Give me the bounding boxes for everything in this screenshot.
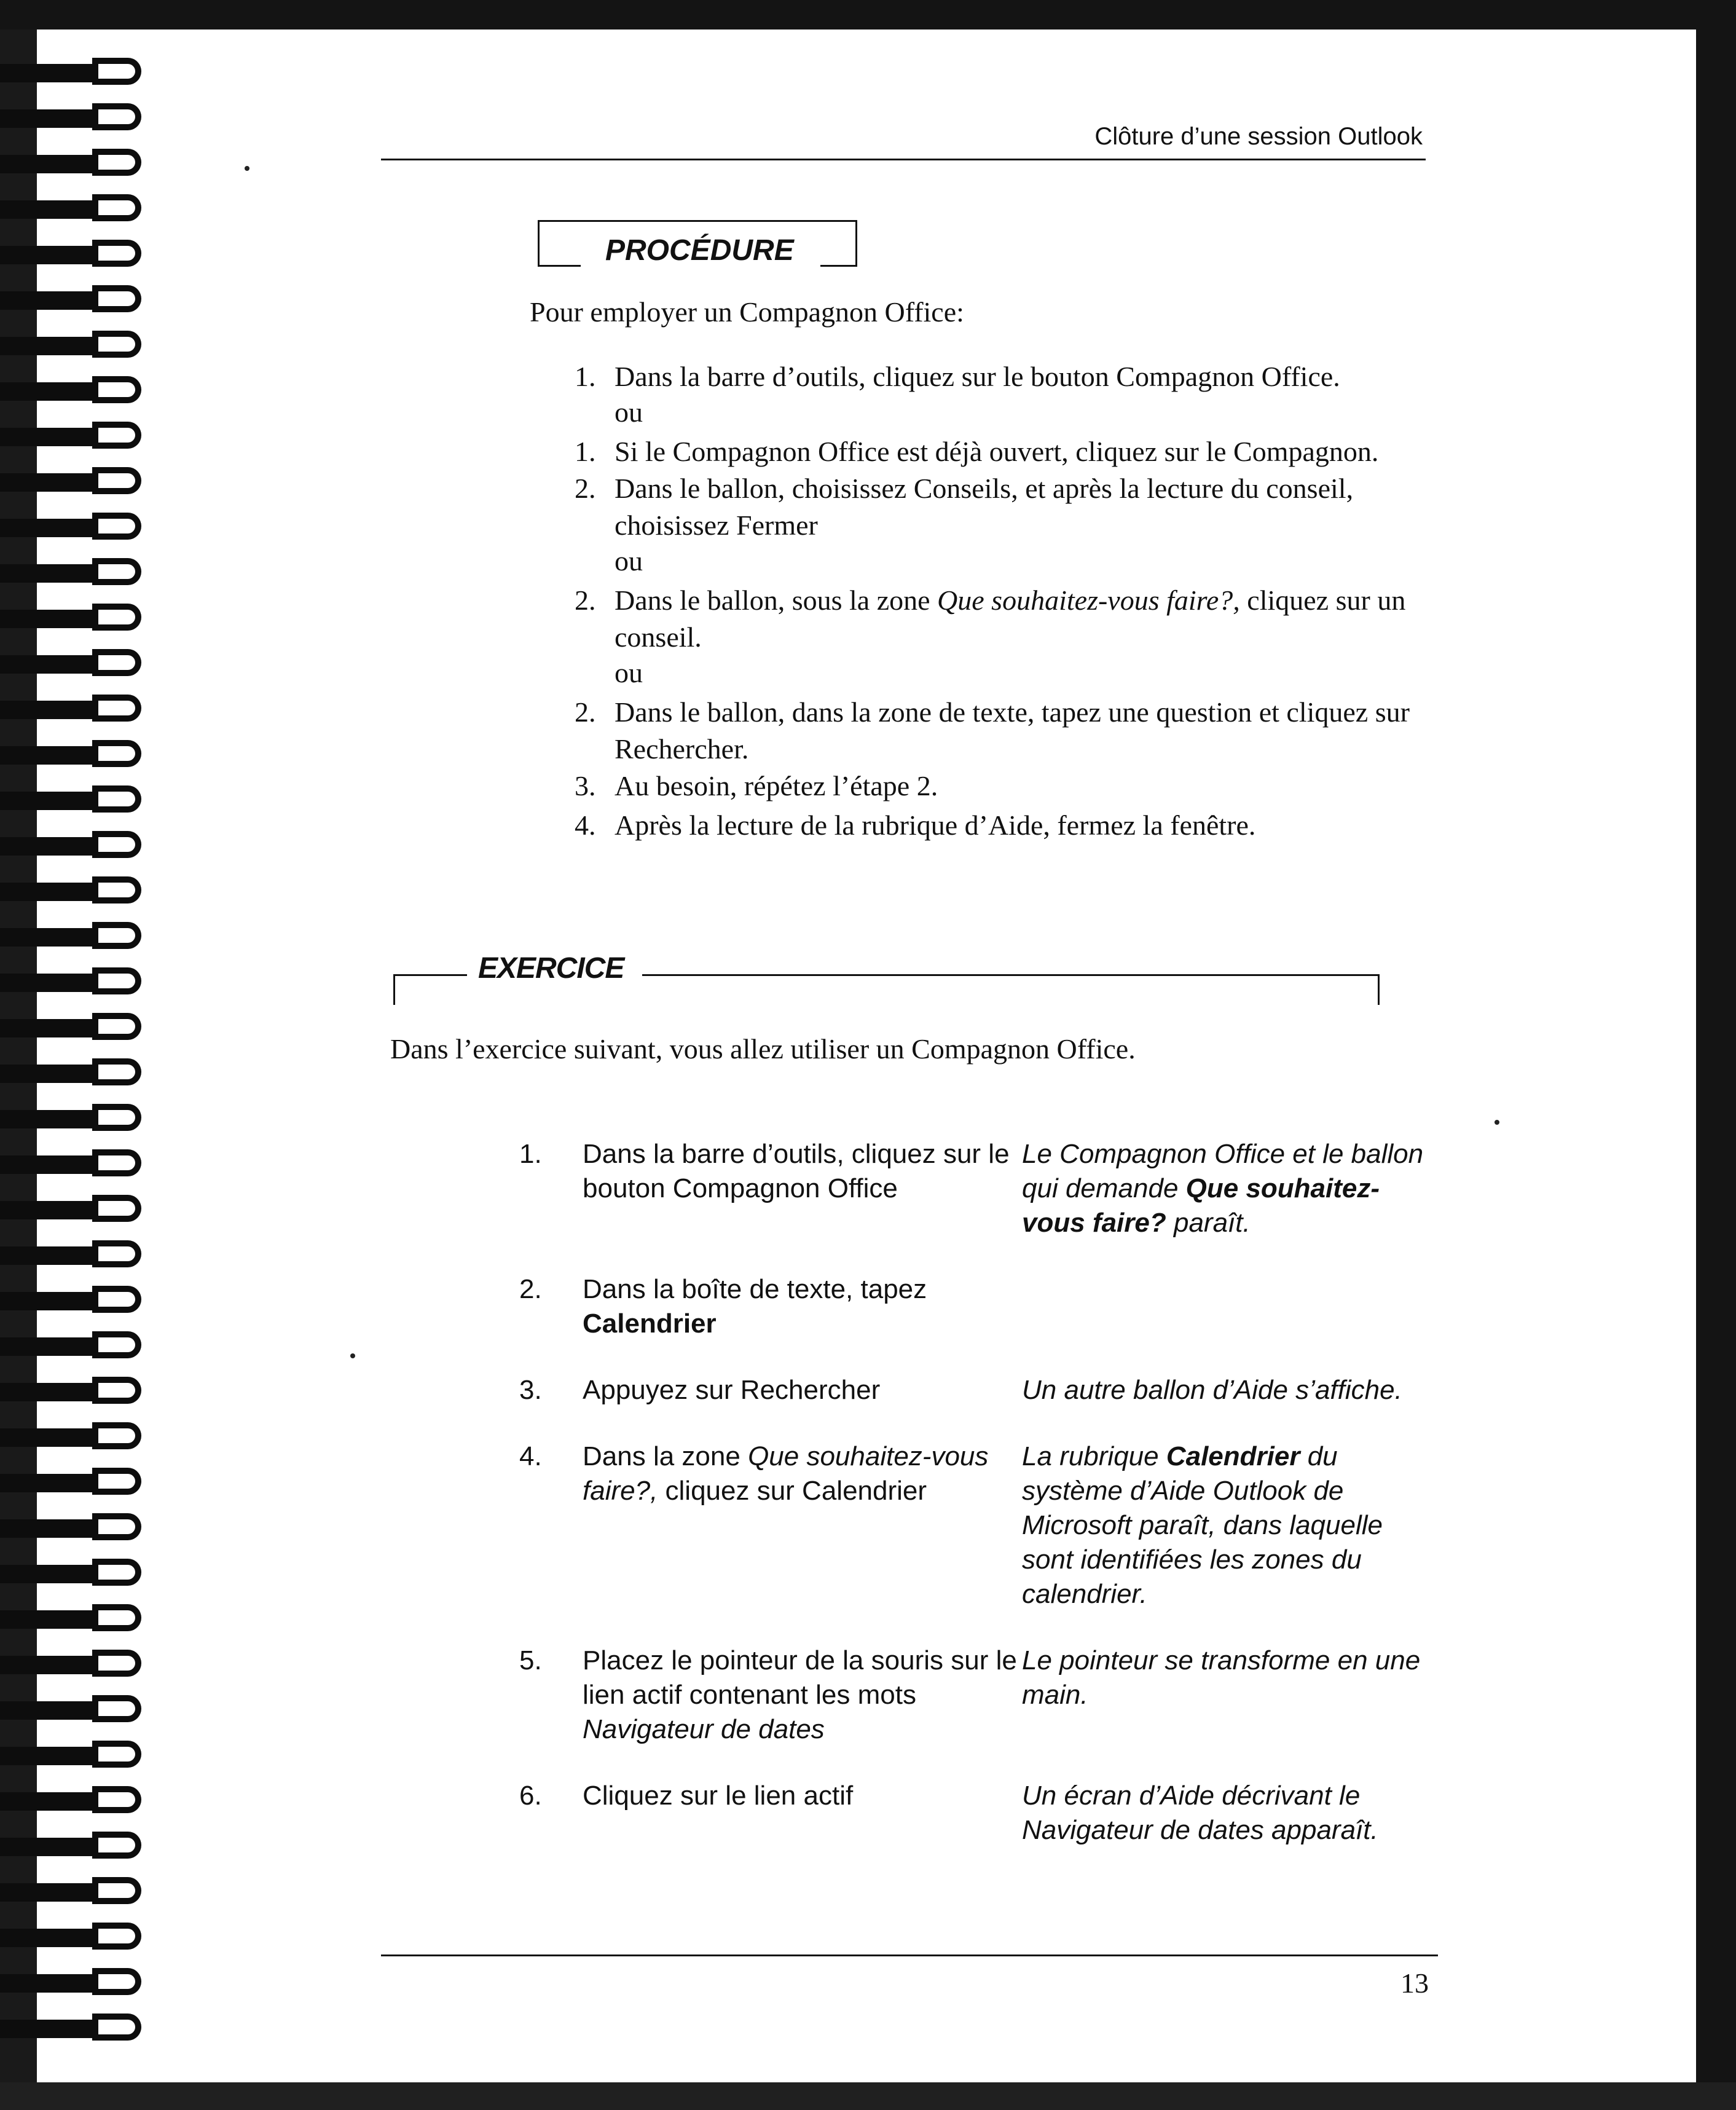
binding-coil	[0, 1010, 154, 1047]
procedure-step: 4. Après la lecture de la rubrique d’Aide, fermez la fenêtre.	[575, 809, 1256, 841]
procedure-steps	[575, 358, 1466, 844]
exercise-row: 5. Placez le pointeur de la souris sur le lien actif contenant les mots Navigateur de dates Le pointeur se transforme en une main.	[519, 1645, 1421, 1744]
binding-coil	[0, 1966, 154, 2002]
procedure-heading: PROCÉDURE	[605, 234, 794, 267]
binding-coil	[0, 965, 154, 1002]
exercise-rule-right	[642, 974, 1380, 976]
binding-coil	[0, 1920, 154, 1957]
spiral-binding	[0, 55, 160, 2053]
binding-coil	[0, 1056, 154, 1093]
procedure-intro: Pour employer un Compagnon Office:	[530, 296, 964, 328]
scan-border-right	[1696, 0, 1736, 2110]
scan-border-top	[0, 0, 1736, 30]
exercise-row: 1. Dans la barre d’outils, cliquez sur le bouton Compagnon Office Le Compagnon Office et le ballon qui demande Que souhaitez-vous faire? paraît.	[519, 1139, 1424, 1238]
binding-coil	[0, 1602, 154, 1639]
binding-coil	[0, 465, 154, 502]
running-header: Clôture d’une session Outlook	[1094, 123, 1423, 150]
exercise-rule-left-tick	[393, 974, 395, 1005]
scan-speck	[350, 1353, 355, 1358]
exercise-row: 2. Dans la boîte de texte, tapez Calendrier	[519, 1274, 927, 1339]
binding-coil	[0, 237, 154, 274]
exercise-rule-left	[393, 974, 467, 976]
scan-border-bottom	[0, 2082, 1736, 2110]
exercise-row: 3. Appuyez sur Rechercher Un autre ballon d’Aide s’affiche.	[519, 1375, 1402, 1405]
binding-coil	[0, 55, 154, 92]
binding-coil	[0, 647, 154, 683]
binding-coil	[0, 556, 154, 592]
binding-coil	[0, 738, 154, 774]
binding-coil	[0, 783, 154, 820]
binding-coil	[0, 1101, 154, 1138]
binding-coil	[0, 1647, 154, 1684]
exercise-row: 4. Dans la zone Que souhaitez-vous faire?, cliquez sur Calendrier La rubrique Calendrier du système d’Aide Outlook de Microsoft paraît, dans laquelle sont identifiées les zones du calendrier.	[519, 1441, 1383, 1609]
procedure-step: 2. Dans le ballon, sous la zone Que souhaitez-vous faire?, cliquez sur un conseil.	[575, 585, 1406, 653]
binding-coil	[0, 874, 154, 911]
binding-coil	[0, 1875, 154, 1911]
binding-coil	[0, 1147, 154, 1184]
binding-coil	[0, 1465, 154, 1502]
binding-coil	[0, 829, 154, 865]
binding-coil	[0, 692, 154, 729]
exercise-table	[519, 1137, 1429, 1848]
binding-coil	[0, 1283, 154, 1320]
procedure-step: 1. Dans la barre d’outils, cliquez sur le bouton Compagnon Office.	[575, 361, 1340, 392]
procedure-step: 2. Dans le ballon, dans la zone de texte, tapez une question et cliquez sur Rechercher.	[575, 696, 1410, 765]
binding-coil	[0, 101, 154, 138]
binding-coil	[0, 419, 154, 456]
binding-coil	[0, 374, 154, 411]
scan-speck	[245, 166, 249, 171]
binding-coil	[0, 1329, 154, 1366]
binding-coil	[0, 601, 154, 638]
binding-coil	[0, 510, 154, 547]
binding-coil	[0, 328, 154, 365]
exercise-rule-right-tick	[1378, 974, 1380, 1005]
procedure-or: ou	[615, 657, 643, 688]
exercise-row: 6. Cliquez sur le lien actif Un écran d’Aide décrivant le Navigateur de dates apparaît.	[519, 1781, 1378, 1845]
binding-coil	[0, 1511, 154, 1548]
page-number: 13	[1400, 1967, 1429, 1999]
binding-coil	[0, 919, 154, 956]
binding-coil	[0, 1374, 154, 1411]
procedure-or: ou	[615, 545, 643, 577]
exercise-heading: EXERCICE	[478, 952, 624, 985]
procedure-step: 1. Si le Compagnon Office est déjà ouvert, cliquez sur le Compagnon.	[575, 436, 1379, 467]
binding-coil	[0, 1556, 154, 1593]
procedure-step: 2. Dans le ballon, choisissez Conseils, et après la lecture du conseil, choisissez Fermer	[575, 473, 1354, 541]
binding-coil	[0, 1784, 154, 1821]
binding-coil	[0, 192, 154, 229]
procedure-or: ou	[615, 396, 643, 428]
binding-coil	[0, 146, 154, 183]
procedure-step: 3. Au besoin, répétez l’étape 2.	[575, 770, 938, 801]
binding-coil	[0, 2011, 154, 2048]
binding-coil	[0, 1738, 154, 1775]
binding-coil	[0, 283, 154, 320]
binding-coil	[0, 1829, 154, 1866]
scan-speck	[1494, 1120, 1499, 1125]
binding-coil	[0, 1420, 154, 1457]
footer-rule	[381, 1955, 1438, 1956]
header-rule	[381, 159, 1426, 160]
exercise-intro: Dans l’exercice suivant, vous allez utiliser un Compagnon Office.	[390, 1033, 1136, 1065]
binding-coil	[0, 1238, 154, 1275]
binding-coil	[0, 1192, 154, 1229]
binding-coil	[0, 1693, 154, 1730]
